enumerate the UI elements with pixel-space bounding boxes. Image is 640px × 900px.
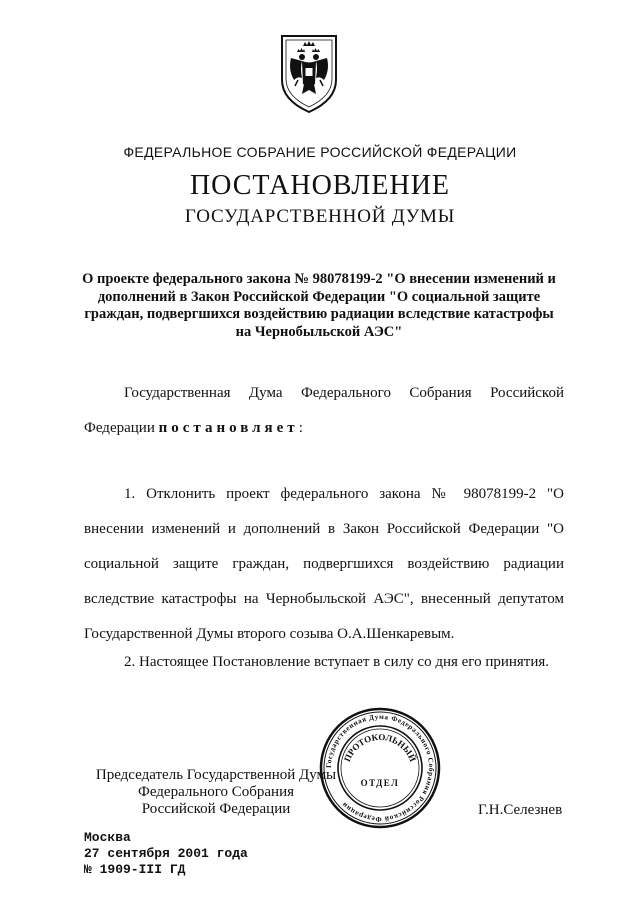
parliament-name: ФЕДЕРАЛЬНОЕ СОБРАНИЕ РОССИЙСКОЙ ФЕДЕРАЦИИ [123, 144, 517, 160]
svg-text:Государственная Дума Федеральн [325, 713, 435, 823]
document-subtitle: ГОСУДАРСТВЕННОЙ ДУМЫ [184, 206, 456, 227]
signatory-name: Г.Н.Селезнев [478, 802, 563, 818]
preamble-paragraph [84, 376, 564, 446]
stamp-inner-top: ПРОТОКОЛЬНЫЙ [341, 731, 419, 764]
svg-text:ПРОТОКОЛЬНЫЙ [342, 732, 418, 763]
footer-date: 27 сентября 2001 года [84, 846, 248, 861]
preamble-end: : [298, 420, 303, 436]
signatory-title-line-1: Председатель Государственной Думы [95, 767, 337, 783]
item-2: 2. Настоящее Постановление вступает в силу со дня его принятия. [124, 654, 550, 670]
coat-of-arms-icon [278, 34, 340, 114]
footer-number: № 1909-III ГД [84, 862, 186, 877]
stamp-ring-text: Государственная Дума Федерального Собрания Российской Федерации [324, 712, 436, 824]
preamble-text: Государственная Дума Федерального Собрания Российской Федерации [84, 385, 564, 436]
document-subject: О проекте федерального закона № 98078199-2 "О внесении изменений и дополнений в Закон Российской Федерации "О социальной защите граждан, подвергшихся воздействию радиации вследствие катастрофы на Чернобыльской АЭС" [82, 271, 556, 340]
document-title: ПОСТАНОВЛЕНИЕ [189, 170, 451, 201]
footer-block [84, 830, 248, 878]
decree-word: постановляет [158, 420, 299, 436]
stamp-inner-bottom: ОТДЕЛ [360, 778, 400, 788]
signatory-title-line-2: Федерального Собрания [137, 784, 295, 800]
signatory-title [86, 767, 346, 818]
footer-city: Москва [84, 830, 131, 845]
official-seal-stamp [318, 706, 442, 830]
item-1: 1. Отклонить проект федерального закона № 98078199-2 "О внесении изменений и дополнений в Закон Российской Федерации "О социальной защите граждан, подвергшихся воздействию радиации вследствие катастрофы на Чернобыльской АЭС", внесенный депутатом Государственной Думы второго созыва О.А.Шенкаревым. [84, 486, 564, 642]
signatory-title-line-3: Российской Федерации [141, 801, 291, 817]
